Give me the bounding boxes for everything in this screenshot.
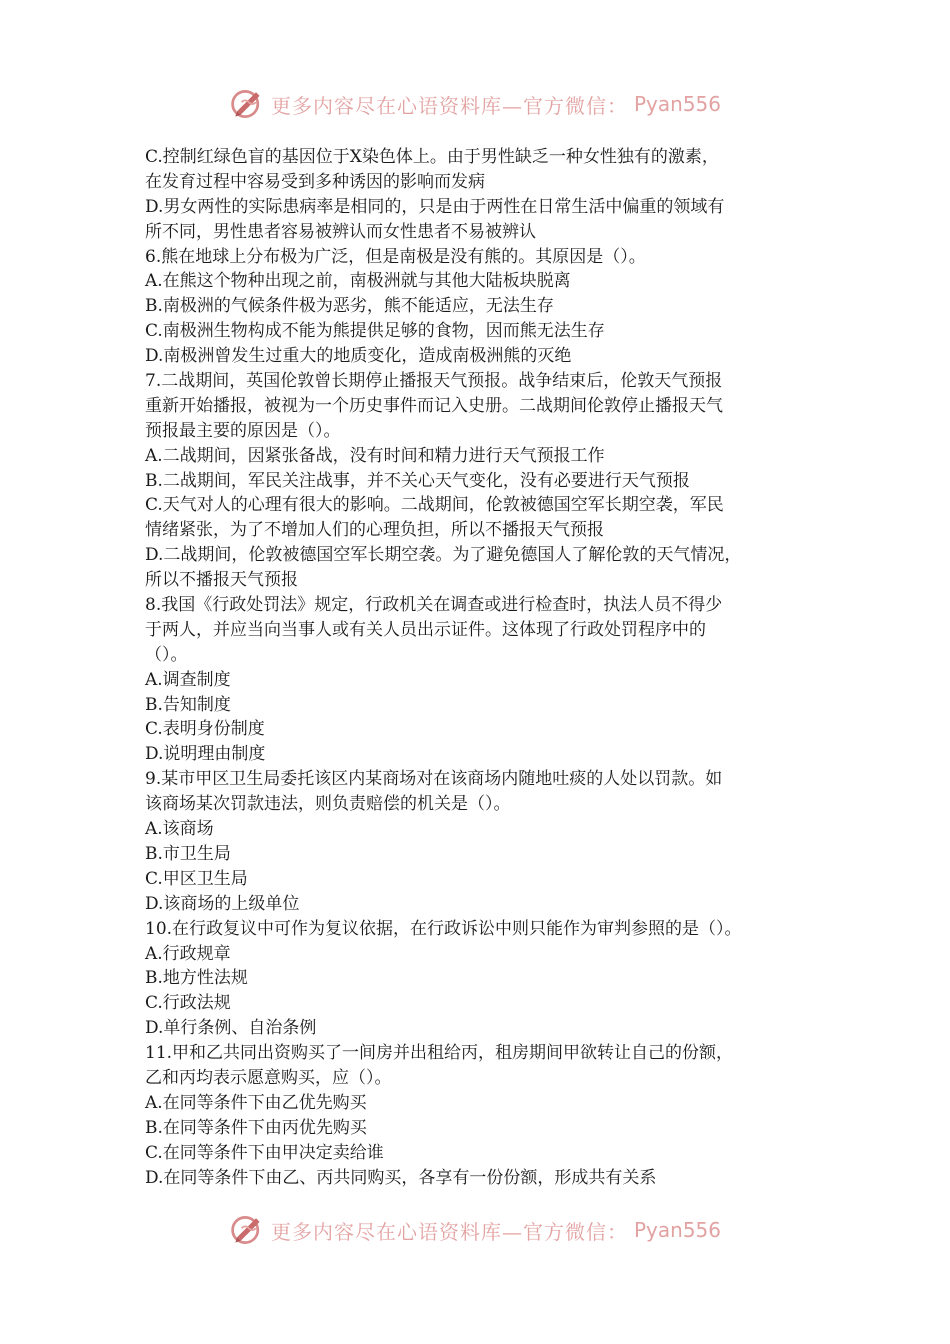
watermark-wechat-id: Pyan556 <box>633 92 721 116</box>
option-line: C.甲区卫生局 <box>145 868 248 889</box>
text-line: 于两人，并应当向当事人或有关人员出示证件。这体现了行政处罚程序中的 <box>145 619 706 640</box>
option-line: C.行政法规 <box>145 993 231 1014</box>
option-line: B.南极洲的气候条件极为恶劣，熊不能适应，无法生存 <box>145 296 554 317</box>
option-line: A.二战期间，因紧张备战，没有时间和精力进行天气预报工作 <box>145 445 605 466</box>
text-line: 所以不播报天气预报 <box>145 570 298 591</box>
question-10-stem: 10.在行政复议中可作为复议依据，在行政诉讼中则只能作为审判参照的是（）。 <box>145 918 742 939</box>
option-line: B.告知制度 <box>145 694 231 715</box>
option-line: D.该商场的上级单位 <box>145 893 300 914</box>
text-line: C.控制红绿色盲的基因位于X染色体上。由于男性缺乏一种女性独有的激素， <box>145 147 719 167</box>
option-line: A.在同等条件下由乙优先购买 <box>145 1092 367 1113</box>
text-line: 所不同，男性患者容易被辨认而女性患者不易被辨认 <box>145 221 536 242</box>
option-line: D.单行条例、自治条例 <box>145 1018 317 1039</box>
option-line: D.二战期间，伦敦被德国空军长期空袭。为了避免德国人了解伦敦的天气情况， <box>145 545 742 566</box>
text-line: 重新开始播报，被视为一个历史事件而记入史册。二战期间伦敦停止播报天气 <box>145 395 723 416</box>
question-7-stem: 7.二战期间，英国伦敦曾长期停止播报天气预报。战争结束后，伦敦天气预报 <box>145 371 723 392</box>
option-line: D.说明理由制度 <box>145 744 266 765</box>
text-line: 预报最主要的原因是（）。 <box>145 420 341 441</box>
pen-seal-icon <box>229 1212 265 1248</box>
option-line: D.南极洲曾发生过重大的地质变化，造成南极洲熊的灭绝 <box>145 346 572 367</box>
option-line: B.地方性法规 <box>145 968 248 989</box>
option-line: A.行政规章 <box>145 943 231 964</box>
text-line: 情绪紧张，为了不增加人们的心理负担，所以不播报天气预报 <box>145 520 604 541</box>
option-line: A.调查制度 <box>145 669 231 690</box>
option-line: A.该商场 <box>145 819 214 840</box>
text-line: D.男女两性的实际患病率是相同的，只是由于两性在日常生活中偏重的领域有 <box>145 196 725 217</box>
footer-watermark <box>0 1208 950 1252</box>
question-9-stem: 9.某市甲区卫生局委托该区内某商场对在该商场内随地吐痰的人处以罚款。如 <box>145 769 723 790</box>
option-line: C.表明身份制度 <box>145 719 265 740</box>
question-11-stem: 11.甲和乙共同出资购买了一间房并出租给丙，租房期间甲欲转让自己的份额， <box>145 1043 734 1064</box>
option-line: B.二战期间，军民关注战事，并不关心天气变化，没有必要进行天气预报 <box>145 470 690 491</box>
option-line: D.在同等条件下由乙、丙共同购买，各享有一份份额，形成共有关系 <box>145 1167 657 1188</box>
option-line: C.天气对人的心理有很大的影响。二战期间，伦敦被德国空军长期空袭，军民 <box>145 495 724 516</box>
text-line: 在发育过程中容易受到多种诱因的影响而发病 <box>145 171 485 192</box>
watermark-wechat-id: Pyan556 <box>633 1218 721 1242</box>
option-line: B.市卫生局 <box>145 843 231 864</box>
watermark-text: 更多内容尽在心语资料库—官方微信： <box>270 1219 628 1244</box>
question-6-stem: 6.熊在地球上分布极为广泛，但是南极是没有熊的。其原因是（）。 <box>145 246 646 267</box>
question-text-body <box>145 145 815 1190</box>
option-line: C.南极洲生物构成不能为熊提供足够的食物，因而熊无法生存 <box>145 321 605 342</box>
text-line: （）。 <box>145 644 188 665</box>
header-watermark <box>0 82 950 126</box>
text-line: 乙和丙均表示愿意购买，应（）。 <box>145 1067 392 1088</box>
option-line: A.在熊这个物种出现之前，南极洲就与其他大陆板块脱离 <box>145 271 571 292</box>
text-line: 该商场某次罚款违法，则负责赔偿的机关是（）。 <box>145 794 511 815</box>
question-8-stem: 8.我国《行政处罚法》规定，行政机关在调查或进行检查时，执法人员不得少 <box>145 595 723 616</box>
watermark-text: 更多内容尽在心语资料库—官方微信： <box>270 93 628 118</box>
option-line: B.在同等条件下由丙优先购买 <box>145 1117 367 1138</box>
pen-seal-icon <box>229 86 265 122</box>
option-line: C.在同等条件下由甲决定卖给谁 <box>145 1142 384 1163</box>
